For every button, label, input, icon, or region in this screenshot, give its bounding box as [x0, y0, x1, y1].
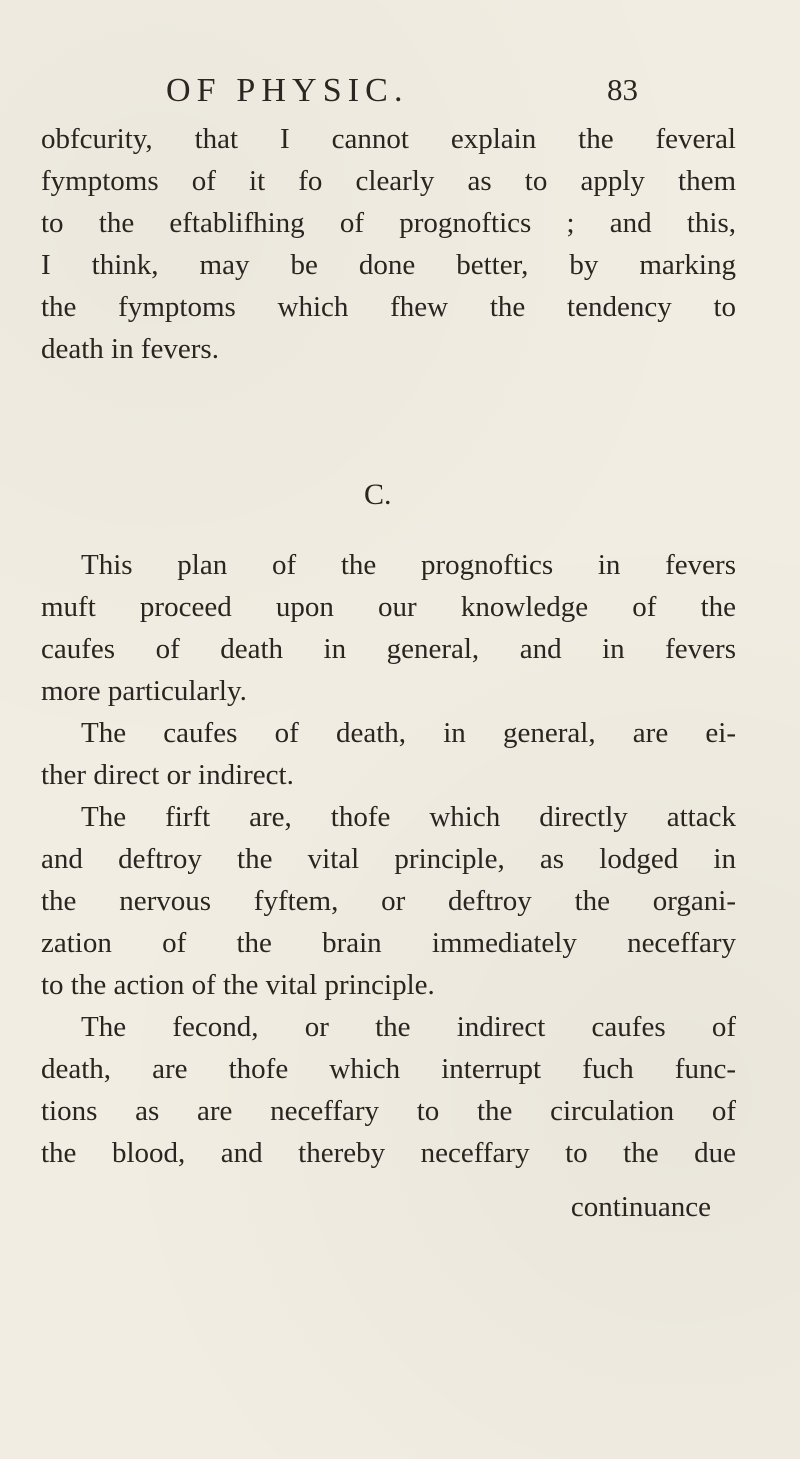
text-line: death, are thofe which interrupt fuch func- [41, 1053, 736, 1085]
text-line: obfcurity, that I cannot explain the feveral [41, 123, 736, 155]
paragraph-1 [41, 118, 736, 370]
text-line: more particularly. [41, 675, 247, 707]
text-line: death in fevers. [41, 333, 219, 365]
text-line: the fymptoms which fhew the tendency to [41, 291, 736, 323]
text-line: ther direct or indirect. [41, 759, 294, 791]
text-line: fymptoms of it fo clearly as to apply them [41, 165, 736, 197]
text-line: to the eftablifhing of prognoftics ; and this, [41, 207, 736, 239]
text-line: the blood, and thereby neceffary to the due [41, 1137, 736, 1169]
running-title: OF PHYSIC. [166, 72, 409, 109]
text-line: caufes of death in general, and in fevers [41, 633, 736, 665]
text-line: The firft are, thofe which directly attack [81, 801, 736, 833]
text-line: The caufes of death, in general, are ei- [81, 717, 736, 749]
text-line: muft proceed upon our knowledge of the [41, 591, 736, 623]
paragraph-4 [41, 796, 736, 1006]
text-line: I think, may be done better, by marking [41, 249, 736, 281]
text-line: the nervous fyftem, or deftroy the organi- [41, 885, 736, 917]
text-line: This plan of the prognoftics in fevers [81, 549, 736, 581]
paragraph-2 [41, 544, 736, 712]
catchword: continuance [570, 1191, 711, 1223]
running-header [166, 72, 576, 110]
text-line: The fecond, or the indirect caufes of [81, 1011, 736, 1043]
page-number: 83 [607, 72, 638, 107]
text-line: tions as are neceffary to the circulation of [41, 1095, 736, 1127]
text-line: to the action of the vital principle. [41, 969, 435, 1001]
section-marker: C. [364, 478, 392, 511]
paragraph-3 [41, 712, 736, 796]
text-line: and deftroy the vital principle, as lodged in [41, 843, 736, 875]
text-line: zation of the brain immediately neceffary [41, 927, 736, 959]
paragraph-5 [41, 1006, 736, 1174]
